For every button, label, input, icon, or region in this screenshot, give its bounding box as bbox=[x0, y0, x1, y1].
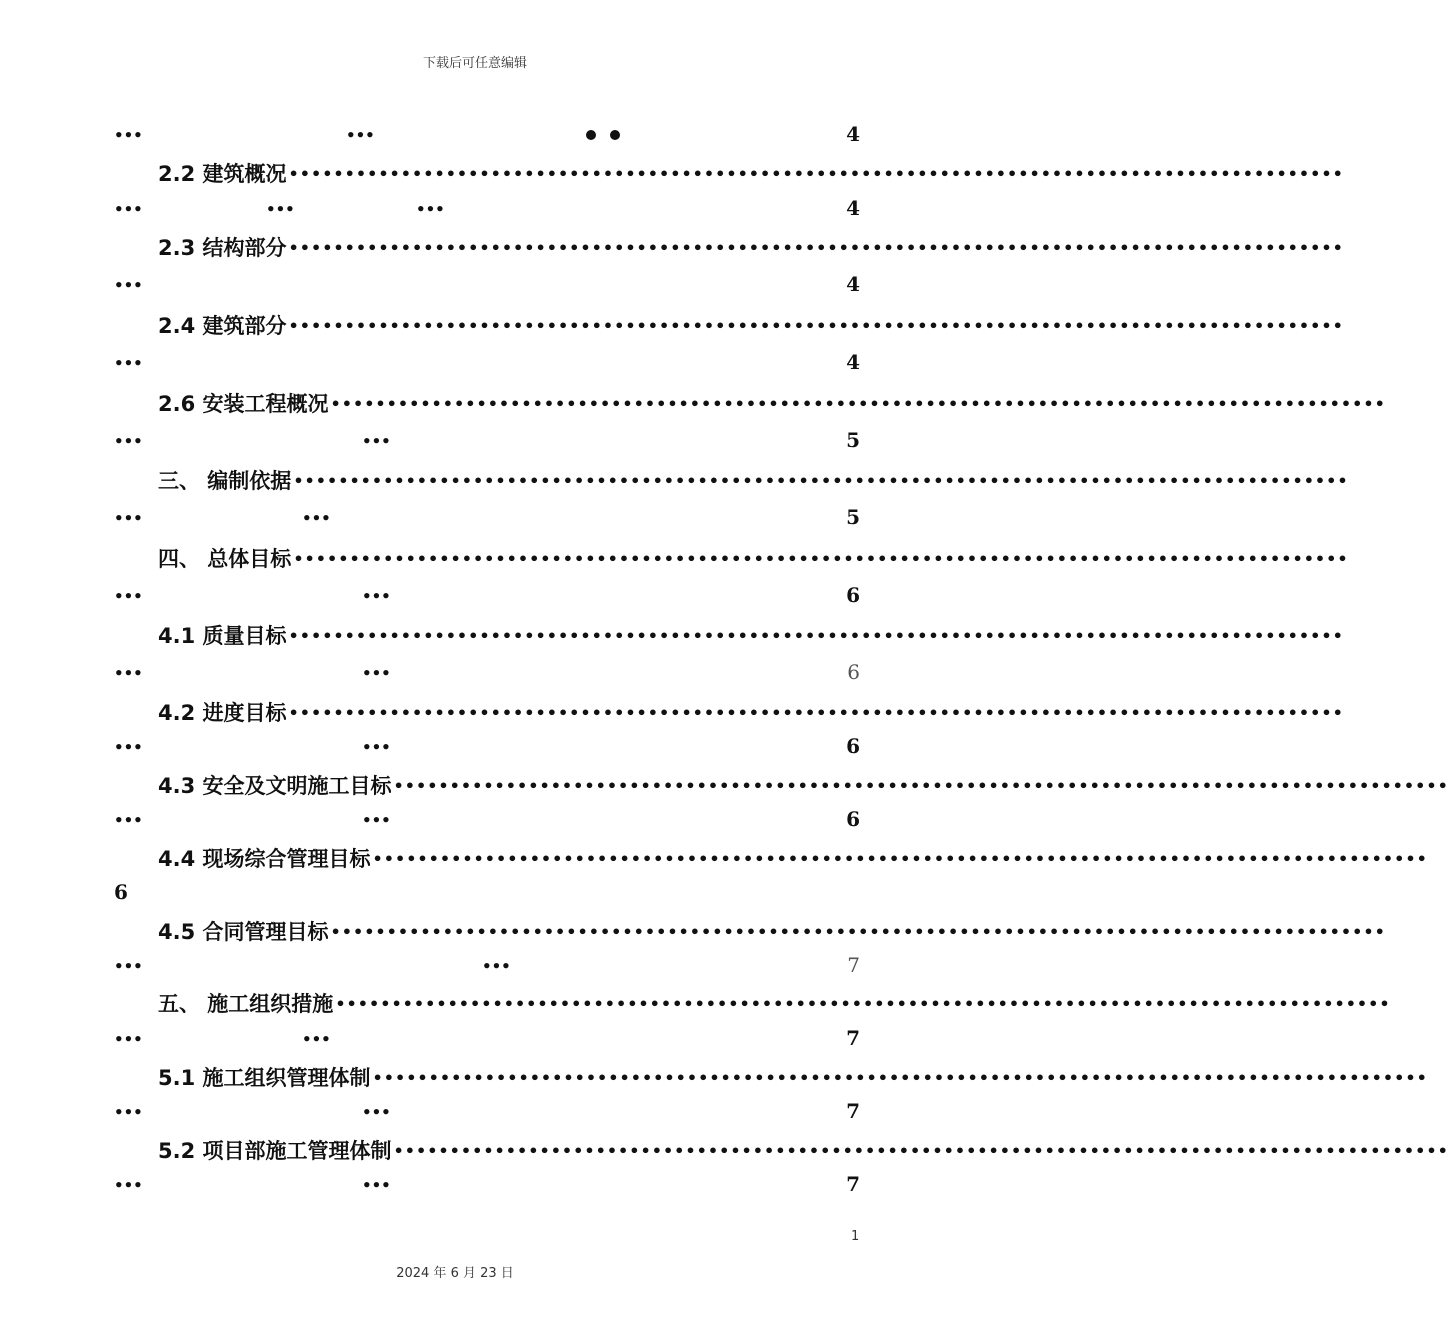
ellipsis: ••• bbox=[114, 509, 143, 527]
toc-entry[interactable] bbox=[158, 988, 1391, 1018]
ellipsis: ••• bbox=[114, 200, 143, 218]
leader-dots: •••••••••••••••••••••••••••••••••••••••••••••••••••••••••••••••••••••••••••••••••••••••••••••• bbox=[372, 848, 1428, 868]
leader-dots: •••••••••••••••••••••••••••••••••••••••••••••••••••••••••••••••••••••••••••••••••••••••••••••• bbox=[335, 993, 1391, 1013]
ellipsis: ••• bbox=[114, 738, 143, 756]
toc-continuation bbox=[114, 1099, 860, 1127]
toc-continuation bbox=[114, 272, 860, 300]
toc-entry-label: 4.5 合同管理目标 bbox=[158, 920, 329, 944]
toc-entry[interactable] bbox=[158, 916, 1386, 946]
toc-entry-label: 三、 编制依据 bbox=[158, 469, 292, 493]
toc-entry[interactable] bbox=[158, 843, 1428, 873]
leader-dots: •••••••••••••••••••••••••••••••••••••••••••••••••••••••••••••••••••••••••••••••••••••••••••••• bbox=[293, 548, 1349, 568]
toc-page-number: 4 bbox=[846, 272, 860, 296]
ellipsis: ••• bbox=[482, 957, 511, 975]
toc-entry-label: 2.2 建筑概况 bbox=[158, 162, 287, 186]
toc-page-number: 4 bbox=[846, 350, 860, 374]
leader-dots: •••••••••••••••••••••••••••••••••••••••••••••••••••••••••••••••••••••••••••••••••••••••••••••• bbox=[330, 921, 1386, 941]
ellipsis: ••• bbox=[114, 587, 143, 605]
toc-page-number: 6 bbox=[846, 583, 860, 607]
ellipsis: ••• bbox=[362, 1103, 391, 1121]
ellipsis: ••• bbox=[114, 664, 143, 682]
toc-continuation bbox=[114, 505, 860, 533]
ellipsis: ••• bbox=[114, 126, 143, 144]
ellipsis: ••• bbox=[346, 126, 375, 144]
toc-entry-label: 4.4 现场综合管理目标 bbox=[158, 847, 371, 871]
toc-entry-label: 四、 总体目标 bbox=[158, 547, 292, 571]
toc-page-number: 5 bbox=[846, 505, 860, 529]
toc-entry[interactable] bbox=[158, 697, 1344, 727]
leader-dots: •••••••••••••••••••••••••••••••••••••••••••••••••••••••••••••••••••••••••••••••••••••••••••••• bbox=[288, 237, 1344, 257]
toc-page-number: 7 bbox=[846, 1099, 860, 1123]
ellipsis: ••• bbox=[114, 354, 143, 372]
toc-continuation bbox=[114, 660, 860, 688]
toc-continuation-top bbox=[114, 122, 860, 150]
ellipsis: ••• bbox=[114, 957, 143, 975]
footer-date: 2024 年 6 月 23 日 bbox=[396, 1266, 514, 1281]
ellipsis: ••• bbox=[416, 200, 445, 218]
toc-entry-label: 2.3 结构部分 bbox=[158, 236, 287, 260]
leader-dots: •••••••••••••••••••••••••••••••••••••••••••••••••••••••••••••••••••••••••••••••••••••••••••••• bbox=[288, 163, 1344, 183]
toc-entry-label: 5.2 项目部施工管理体制 bbox=[158, 1139, 392, 1163]
leader-dots: •••••••••••••••••••••••••••••••••••••••••••••••••••••••••••••••••••••••••••••••••••••••••••••• bbox=[288, 625, 1344, 645]
toc-entry[interactable] bbox=[158, 158, 1344, 188]
ellipsis: ••• bbox=[302, 509, 331, 527]
ellipsis: ••• bbox=[362, 811, 391, 829]
toc-continuation bbox=[114, 807, 860, 835]
toc-entry[interactable] bbox=[158, 388, 1386, 418]
leader-dots: •••••••••••••••••••••••••••••••••••••••••••••••••••••••••••••••••••••••••••••••••••••••••••••• bbox=[293, 470, 1349, 490]
ellipsis: ••• bbox=[114, 811, 143, 829]
ellipsis: ••• bbox=[114, 1030, 143, 1048]
ellipsis: ••• bbox=[302, 1030, 331, 1048]
toc-entry[interactable] bbox=[158, 1135, 1449, 1165]
toc-page-number: 5 bbox=[846, 428, 860, 452]
toc-entry[interactable] bbox=[158, 543, 1349, 573]
toc-continuation bbox=[114, 196, 860, 224]
leader-dots: •••••••••••••••••••••••••••••••••••••••••••••••••••••••••••••••••••••••••••••••••••••••••••••• bbox=[288, 315, 1344, 335]
ellipsis: ••• bbox=[266, 200, 295, 218]
toc-page-number: 7 bbox=[846, 1026, 860, 1050]
toc-continuation bbox=[114, 583, 860, 611]
toc-continuation bbox=[114, 1172, 860, 1200]
toc-continuation bbox=[114, 953, 860, 981]
toc-entry-label: 4.2 进度目标 bbox=[158, 701, 287, 725]
leader-dots: •••••••••••••••••••••••••••••••••••••••••••••••••••••••••••••••••••••••••••••••••••••••••••••• bbox=[393, 1140, 1449, 1160]
toc-page-number: 7 bbox=[846, 1172, 860, 1196]
ellipsis: ••• bbox=[114, 1176, 143, 1194]
toc-page-number: 6 bbox=[847, 660, 860, 684]
page-header: 下载后可任意编辑 bbox=[422, 56, 527, 71]
bullet-dot bbox=[586, 130, 596, 140]
toc-page-number: 6 bbox=[114, 880, 128, 904]
ellipsis: ••• bbox=[362, 432, 391, 450]
ellipsis: ••• bbox=[114, 1103, 143, 1121]
leader-dots: •••••••••••••••••••••••••••••••••••••••••••••••••••••••••••••••••••••••••••••••••••••••••••••• bbox=[330, 393, 1386, 413]
toc-entry-label: 2.6 安装工程概况 bbox=[158, 392, 329, 416]
ellipsis: ••• bbox=[362, 587, 391, 605]
leader-dots: •••••••••••••••••••••••••••••••••••••••••••••••••••••••••••••••••••••••••••••••••••••••••••••• bbox=[393, 775, 1449, 795]
toc-entry[interactable] bbox=[158, 232, 1344, 262]
leader-dots: •••••••••••••••••••••••••••••••••••••••••••••••••••••••••••••••••••••••••••••••••••••••••••••• bbox=[372, 1067, 1428, 1087]
toc-page-number: 6 bbox=[846, 807, 860, 831]
bullet-dot bbox=[610, 130, 620, 140]
toc-entry[interactable] bbox=[158, 465, 1349, 495]
toc-entry[interactable] bbox=[158, 770, 1449, 800]
toc-page-number: 4 bbox=[846, 122, 860, 146]
toc-entry-label: 4.1 质量目标 bbox=[158, 624, 287, 648]
toc-entry[interactable] bbox=[158, 1062, 1428, 1092]
toc-page-number: 6 bbox=[846, 734, 860, 758]
toc-entry[interactable] bbox=[158, 310, 1344, 340]
ellipsis: ••• bbox=[362, 664, 391, 682]
toc-entry-label: 5.1 施工组织管理体制 bbox=[158, 1066, 371, 1090]
toc-entry-label: 五、 施工组织措施 bbox=[158, 992, 334, 1016]
leader-dots: •••••••••••••••••••••••••••••••••••••••••••••••••••••••••••••••••••••••••••••••••••••••••••••• bbox=[288, 702, 1344, 722]
ellipsis: ••• bbox=[362, 1176, 391, 1194]
ellipsis: ••• bbox=[362, 738, 391, 756]
toc-page-number: 4 bbox=[846, 196, 860, 220]
toc-continuation bbox=[114, 734, 860, 762]
ellipsis: ••• bbox=[114, 276, 143, 294]
toc-continuation bbox=[114, 350, 860, 378]
toc-entry-label: 2.4 建筑部分 bbox=[158, 314, 287, 338]
toc-page-number: 7 bbox=[847, 953, 860, 977]
toc-entry[interactable] bbox=[158, 620, 1344, 650]
toc-entry-label: 4.3 安全及文明施工目标 bbox=[158, 774, 392, 798]
ellipsis: ••• bbox=[114, 432, 143, 450]
toc-continuation bbox=[114, 428, 860, 456]
page-number: 1 bbox=[851, 1229, 860, 1244]
toc-continuation bbox=[114, 1026, 860, 1054]
